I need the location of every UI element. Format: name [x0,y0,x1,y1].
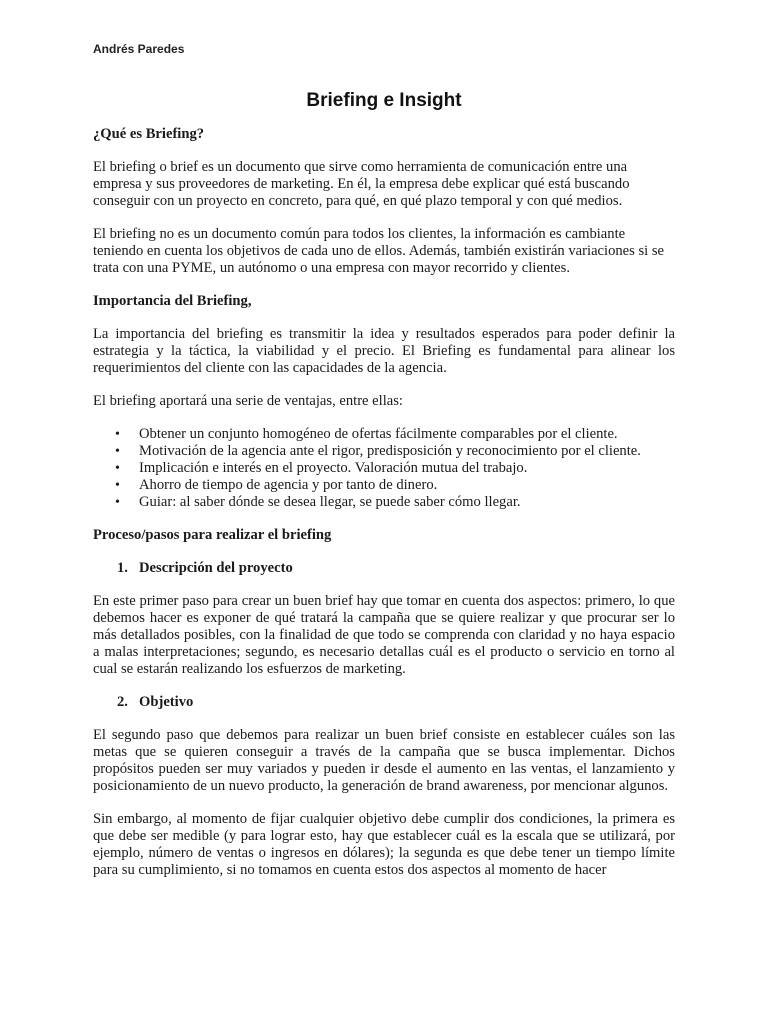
paragraph: El briefing aportará una serie de ventajas, entre ellas: [93,393,403,409]
paragraph: El briefing o brief es un documento que sirve como herramienta de comunicación entre una empresa y sus proveedores de marketing. En él, la empresa debe explicar qué está buscando conseguir con un proyecto en concreto, para qué, en qué plazo temporal y con qué medios. [93,159,630,209]
step-heading-1 [93,560,675,577]
advantages-list [93,426,675,511]
section-heading-que-es: ¿Qué es Briefing? [93,126,205,142]
paragraph: El briefing no es un documento común para todos los clientes, la información es cambiante teniendo en cuenta los objetivos de cada uno de ellos. Además, también existirán variaciones si se trata con una PYME, un autónomo o una empresa con mayor recorrido y clientes. [93,226,665,276]
paragraph: En este primer paso para crear un buen brief hay que tomar en cuenta dos aspectos: primero, lo que debemos hacer es exponer de qué tratará la campaña que se quiere realizar y que procurar ser lo más detallados posibles, con la finalidad de que todo se comprenda con claridad y no haya espacio a malas interpretaciones; segundo, es necesario detallas cuál es el producto o servicio en torno al cual se estarán realizando los esfuerzos de marketing. [93,593,675,677]
paragraph: La importancia del briefing es transmitir la idea y resultados esperados para poder definir la estrategia y la táctica, la viabilidad y el precio. El Briefing es fundamental para alinear los requerimientos del cliente con las capacidades de la agencia. [93,326,675,376]
step-title: Objetivo [139,694,194,710]
document-body [93,126,675,895]
list-item: • Motivación de la agencia ante el rigor, predisposición y reconocimiento por el cliente. [139,443,675,460]
section-heading-proceso: Proceso/pasos para realizar el briefing [93,527,332,543]
paragraph: El segundo paso que debemos para realizar un buen brief consiste en establecer cuáles son las metas que se quieren conseguir a través de la campaña que se busca implementar. Dichos propósitos pueden ser muy variados y pueden ir desde el aumento en las ventas, el lanzamiento y posicionamiento de un nuevo producto, la generación de brand awareness, por mencionar algunos. [93,727,675,794]
list-item: • Guiar: al saber dónde se desea llegar, se puede saber cómo llegar. [139,494,675,511]
header-author: Andrés Paredes [93,42,185,56]
list-item: • Implicación e interés en el proyecto. Valoración mutua del trabajo. [139,460,675,477]
step-heading-2 [93,694,675,711]
paragraph: Sin embargo, al momento de fijar cualquier objetivo debe cumplir dos condiciones, la primera es que debe ser medible (y para lograr esto, hay que establecer cuál es la escala que se utilizará, por ejemplo, número de ventas o ingresos en dólares); la segunda es que debe tener un tiempo límite para su cumplimiento, si no tomamos en cuenta estos dos aspectos al momento de hacer [93,811,675,878]
document-title: Briefing e Insight [306,90,462,111]
step-number: 2. [117,694,128,710]
list-item: • Obtener un conjunto homogéneo de ofertas fácilmente comparables por el cliente. [139,426,675,443]
section-heading-importancia: Importancia del Briefing, [93,293,252,309]
list-item: • Ahorro de tiempo de agencia y por tanto de dinero. [139,477,675,494]
step-title: Descripción del proyecto [139,560,293,576]
step-number: 1. [117,560,128,576]
